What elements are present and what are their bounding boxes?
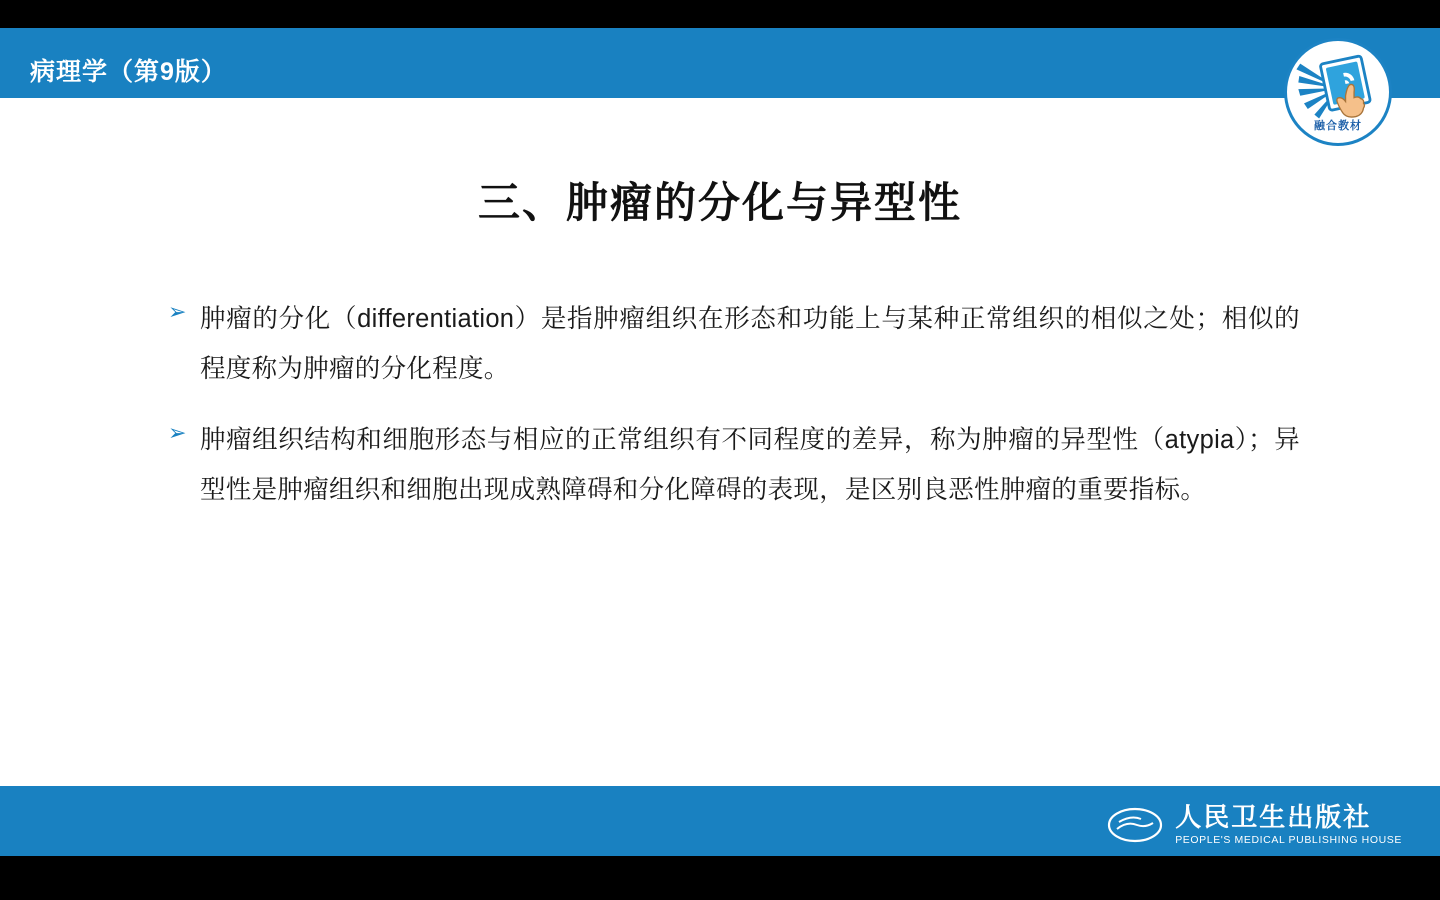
bullet-text: 肿瘤组织结构和细胞形态与相应的正常组织有不同程度的差异，称为肿瘤的异型性（atypia）；异型性是肿瘤组织和细胞出现成熟障碍和分化障碍的表现，是区别良恶性肿瘤的重要指标。: [200, 426, 1300, 505]
header-title: 病理学（第9版）: [30, 58, 227, 86]
bullet-text: 肿瘤的分化（differentiation）是指肿瘤组织在形态和功能上与某种正常组织的相似之处；相似的程度称为肿瘤的分化程度。: [200, 305, 1300, 383]
publisher-mark-icon: [1107, 805, 1163, 845]
list-item: [160, 416, 1300, 515]
list-item: [160, 295, 1300, 394]
bullet-marker-icon: ➢: [168, 299, 187, 324]
publisher-logo: [1107, 804, 1402, 846]
slide-body: [160, 295, 1300, 538]
slide-title: 三、肿瘤的分化与异型性: [477, 179, 962, 226]
publisher-name-cn: 人民卫生出版社: [1175, 802, 1372, 832]
publisher-text: [1175, 804, 1402, 846]
badge-label: 融合教材: [1314, 120, 1362, 132]
fusion-textbook-badge-icon: [1284, 38, 1392, 146]
publisher-name-en: PEOPLE'S MEDICAL PUBLISHING HOUSE: [1175, 834, 1402, 846]
bullet-marker-icon: ➢: [168, 420, 187, 446]
